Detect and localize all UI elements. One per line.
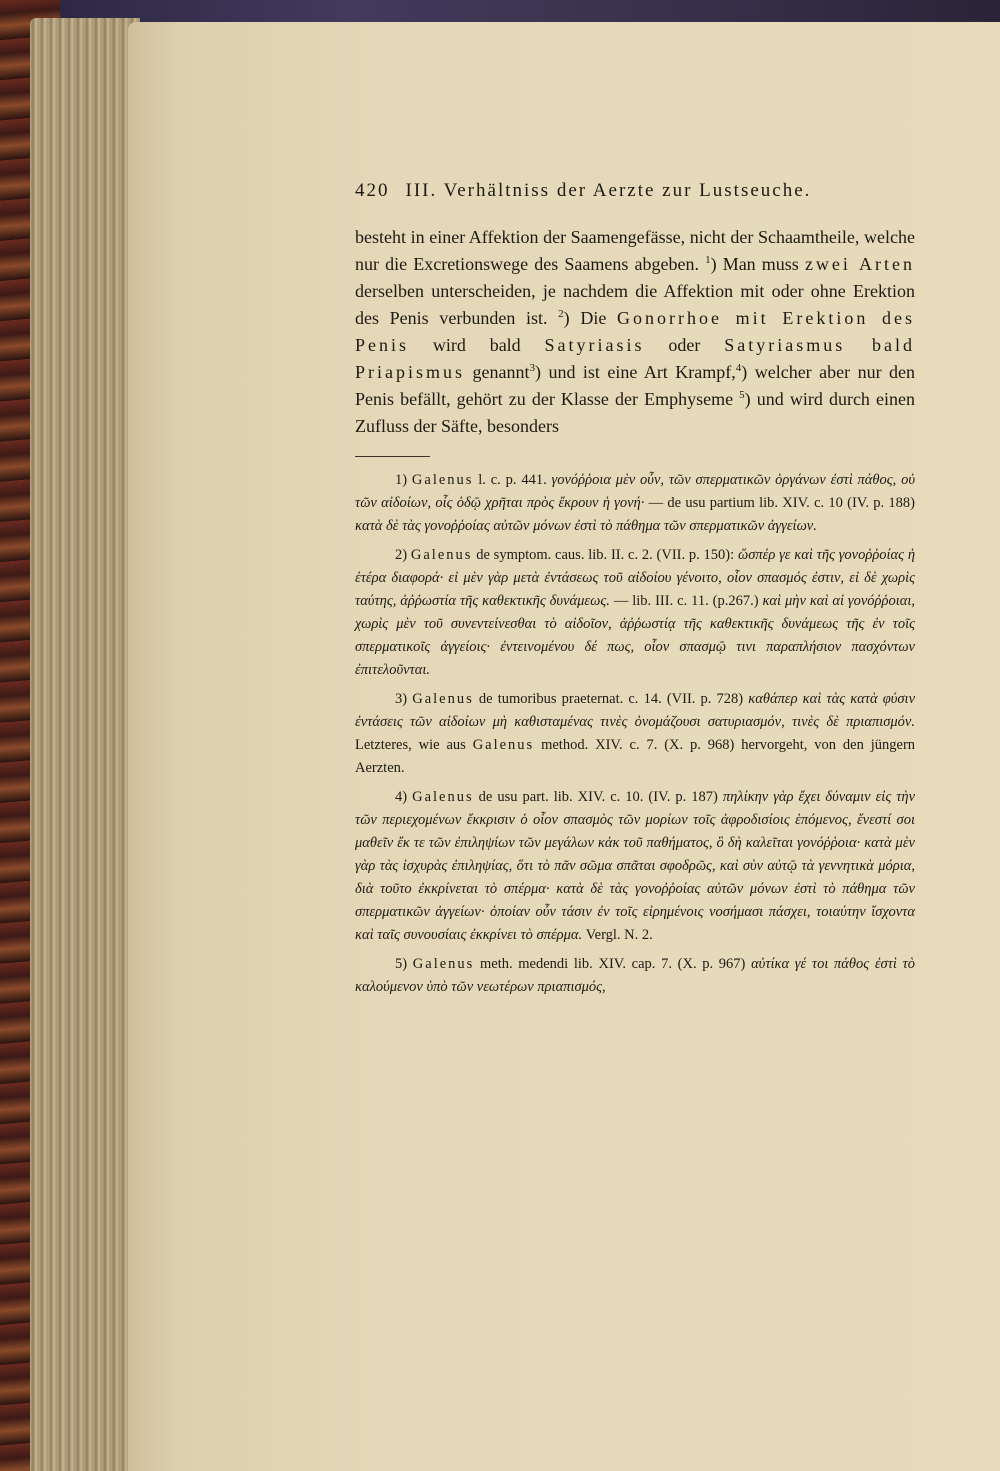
chapter-header: III. Verhältniss der Aerzte zur Lustseuche. xyxy=(405,180,812,201)
greek-quote: αὐτίκα γέ τοι πάθος ἐστὶ τὸ καλούμενον ὑπὸ τῶν νεωτέρων πριαπισμός, xyxy=(355,956,916,995)
text-run: derselben unterscheiden, je nachdem die Affektion mit oder ohne Erektion des Penis verbunden ist. xyxy=(355,281,915,328)
author-name: Galenus xyxy=(472,737,535,753)
greek-quote: κατὰ δὲ τὰς γονοῤῥοίας αὐτῶν μόνων ἐστὶ τὸ πάθημα τῶν σπερματικῶν ἀγγείων. xyxy=(355,518,817,534)
author-name: Galenus xyxy=(412,691,474,707)
footnote-4 xyxy=(355,786,915,947)
greek-quote: καὶ μὴν καὶ αἱ γονόῤῥοιαι, χωρὶς μὲν τοῦ συνεντείνεσθαι τὸ αἰδοῖον, ἀῤῥωστίᾳ τῆς καθεκτικῆς δυνάμεως τῆς ἐν τοῖς σπερματικοῖς ἀγγείοις· ἐντεινομένου δέ πως, οἷον σπασμῷ τινι παραπλήσιον πασχόντων ἐπιτελοῦνται. xyxy=(355,593,916,678)
footnote-ref: 2 xyxy=(558,308,564,320)
page-edges xyxy=(30,18,140,1471)
running-header xyxy=(355,180,915,202)
emphasis-text: zwei Arten xyxy=(804,254,916,274)
text-run: genannt xyxy=(472,362,530,382)
emphasis-text: Satyriasmus bald Priapismus xyxy=(355,335,916,382)
citation: de tumoribus praeternat. c. 14. (VII. p. 728) xyxy=(478,691,744,707)
greek-quote: πηλίκην γὰρ ἔχει δύναμιν εἰς τὴν τῶν περιεχομένων ἔκκρισιν ὁ οἷον σπασμὸς τῶν μορίων τοῖς ἀφροδισίοις ἑπόμενος, ἔνεστί σοι μαθεῖν ἔκ τε τῶν ἐπιληψίων τῶν μεγάλων κἀκ τοῦ παθήματος, ὃ δὴ καλεῖται γονόῤῥοια· κατὰ μὲν γὰρ τὰς ἰσχυρὰς ἐπιληψίας, ὅτι τὸ πᾶν σῶμα σπᾶται σφοδρῶς, καὶ σὺν αὐτῷ τὰ γεννητικὰ μόρια, διὰ τοῦτο ἐκκρίνεται τὸ σπέρμα· κατὰ δὲ τὰς γονοῤῥοίας αὐτῶν μόνων ἐστὶ τὸ πάθημα τῶν σπερματικῶν ἀγγείων· ὁποίαν οὖν τάσιν ἐν τοῖς εἰρημένοις νοσήμασι πάσχει, τοιαύτην ἴσχοντα καὶ ταῖς συνουσίαις ἐκκρίνει τὸ σπέρμα. xyxy=(355,789,916,943)
footnote-1 xyxy=(355,469,915,538)
footnote-number: 4) xyxy=(395,789,408,805)
citation: — lib. III. c. 11. (p.267.) xyxy=(613,593,759,609)
emphasis-text: Satyriasis xyxy=(544,335,645,355)
author-name: Galenus xyxy=(412,956,475,972)
text-run: welcher aber nur den Penis befällt, gehört zu der Klasse der Emphyseme xyxy=(355,362,916,409)
citation: method. XIV. c. 7. (X. p. 968) hervorgeht, von den jüngern Aerzten. xyxy=(355,737,916,776)
footnote-3 xyxy=(355,688,915,780)
text-run: wird bald xyxy=(432,335,521,355)
text-run: und ist eine Art Krampf, xyxy=(548,362,736,382)
text-run: Die xyxy=(580,308,607,328)
footnote-number: 5) xyxy=(395,956,408,972)
greek-quote: ὥσπέρ γε καὶ τῆς γονοῤῥοίας ἡ ἑτέρα διαφορά· εἰ μὲν γὰρ μετὰ ἐντάσεως τοῦ αἰδοίου γένοιτο, οἷον σπασμός ἐστιν, εἰ δὲ χωρὶς ταύτης, ἀῤῥωστία τῆς καθεκτικῆς δυνάμεως. xyxy=(355,547,916,609)
text-run: oder xyxy=(668,335,701,355)
footnote-5 xyxy=(355,953,915,999)
footnote-number: 2) xyxy=(395,547,408,563)
greek-quote: καθάπερ καὶ τὰς κατὰ φύσιν ἐντάσεις τῶν αἰδοίων μὴ καθισταμένας τινὲς ὀνομάζουσι σατυριασμόν, τινὲς δὲ πριαπισμόν. xyxy=(355,691,916,730)
author-name: Galenus xyxy=(410,547,473,563)
footnote-ref: 4 xyxy=(735,362,742,374)
footnote-2 xyxy=(355,544,915,682)
footnote-number: 3) xyxy=(395,691,408,707)
citation: l. c. p. 441. xyxy=(478,472,547,488)
footnote-divider xyxy=(355,456,430,457)
page-content xyxy=(355,180,915,1005)
body-paragraph: besteht in einer Affektion der Saamengefässe, nicht der Schaamtheile, welche nur die Excretionswege des Saamens abgeben. $^1$) Man muss zwei Arten derselben unterscheiden, je nachdem die Affektion mit oder ohne Erektion des Penis verbunden ist. $^2$) Die Gonorrhoe mit Erektion des Penis wird bald Satyriasis oder Satyriasmus bald Priapismus genannt$^3$) und ist eine Art Krampf,$^4$) welcher aber nur den Penis befällt, gehört zu der Klasse der Emphyseme $^5$) und wird durch einen Zufluss der Säfte, besonders xyxy=(355,227,916,436)
footnote-ref: 3 xyxy=(529,362,535,374)
author-name: Galenus xyxy=(411,472,474,488)
text-run: Man muss xyxy=(722,254,799,274)
citation: — de usu partium lib. XIV. c. 10 (IV. p. 188) xyxy=(648,495,915,511)
page-number: 420 xyxy=(355,180,390,201)
citation: meth. medendi lib. XIV. cap. 7. (X. p. 967) xyxy=(479,956,746,972)
emphasis-text: Gonorrhoe mit Erektion des Penis xyxy=(355,308,915,355)
footnote-ref: 1 xyxy=(705,254,711,266)
citation: Vergl. N. 2. xyxy=(585,927,653,943)
text-run: besteht in einer Affektion der Saamengefässe, nicht der Schaamtheile, welche nur die Excretionswege des Saamens abgeben. xyxy=(355,227,915,274)
text-run: und wird durch einen Zufluss der Säfte, besonders xyxy=(355,389,916,436)
greek-quote: γονόῤῥοια μὲν οὖν, τῶν σπερματικῶν ὀργάνων ἐστὶ πάθος, οὐ τῶν αἰδοίων, οἷς ὁδῷ χρῆται πρὸς ἔκρουν ἡ γονή· xyxy=(355,472,916,511)
footnote-ref: 5 xyxy=(739,389,745,401)
author-name: Galenus xyxy=(412,789,474,805)
citation: Letzteres, wie aus xyxy=(355,737,466,753)
citation: de symptom. caus. lib. II. c. 2. (VII. p. 150): xyxy=(476,547,735,563)
footnote-number: 1) xyxy=(395,472,408,488)
citation: de usu part. lib. XIV. c. 10. (IV. p. 187) xyxy=(478,789,718,805)
